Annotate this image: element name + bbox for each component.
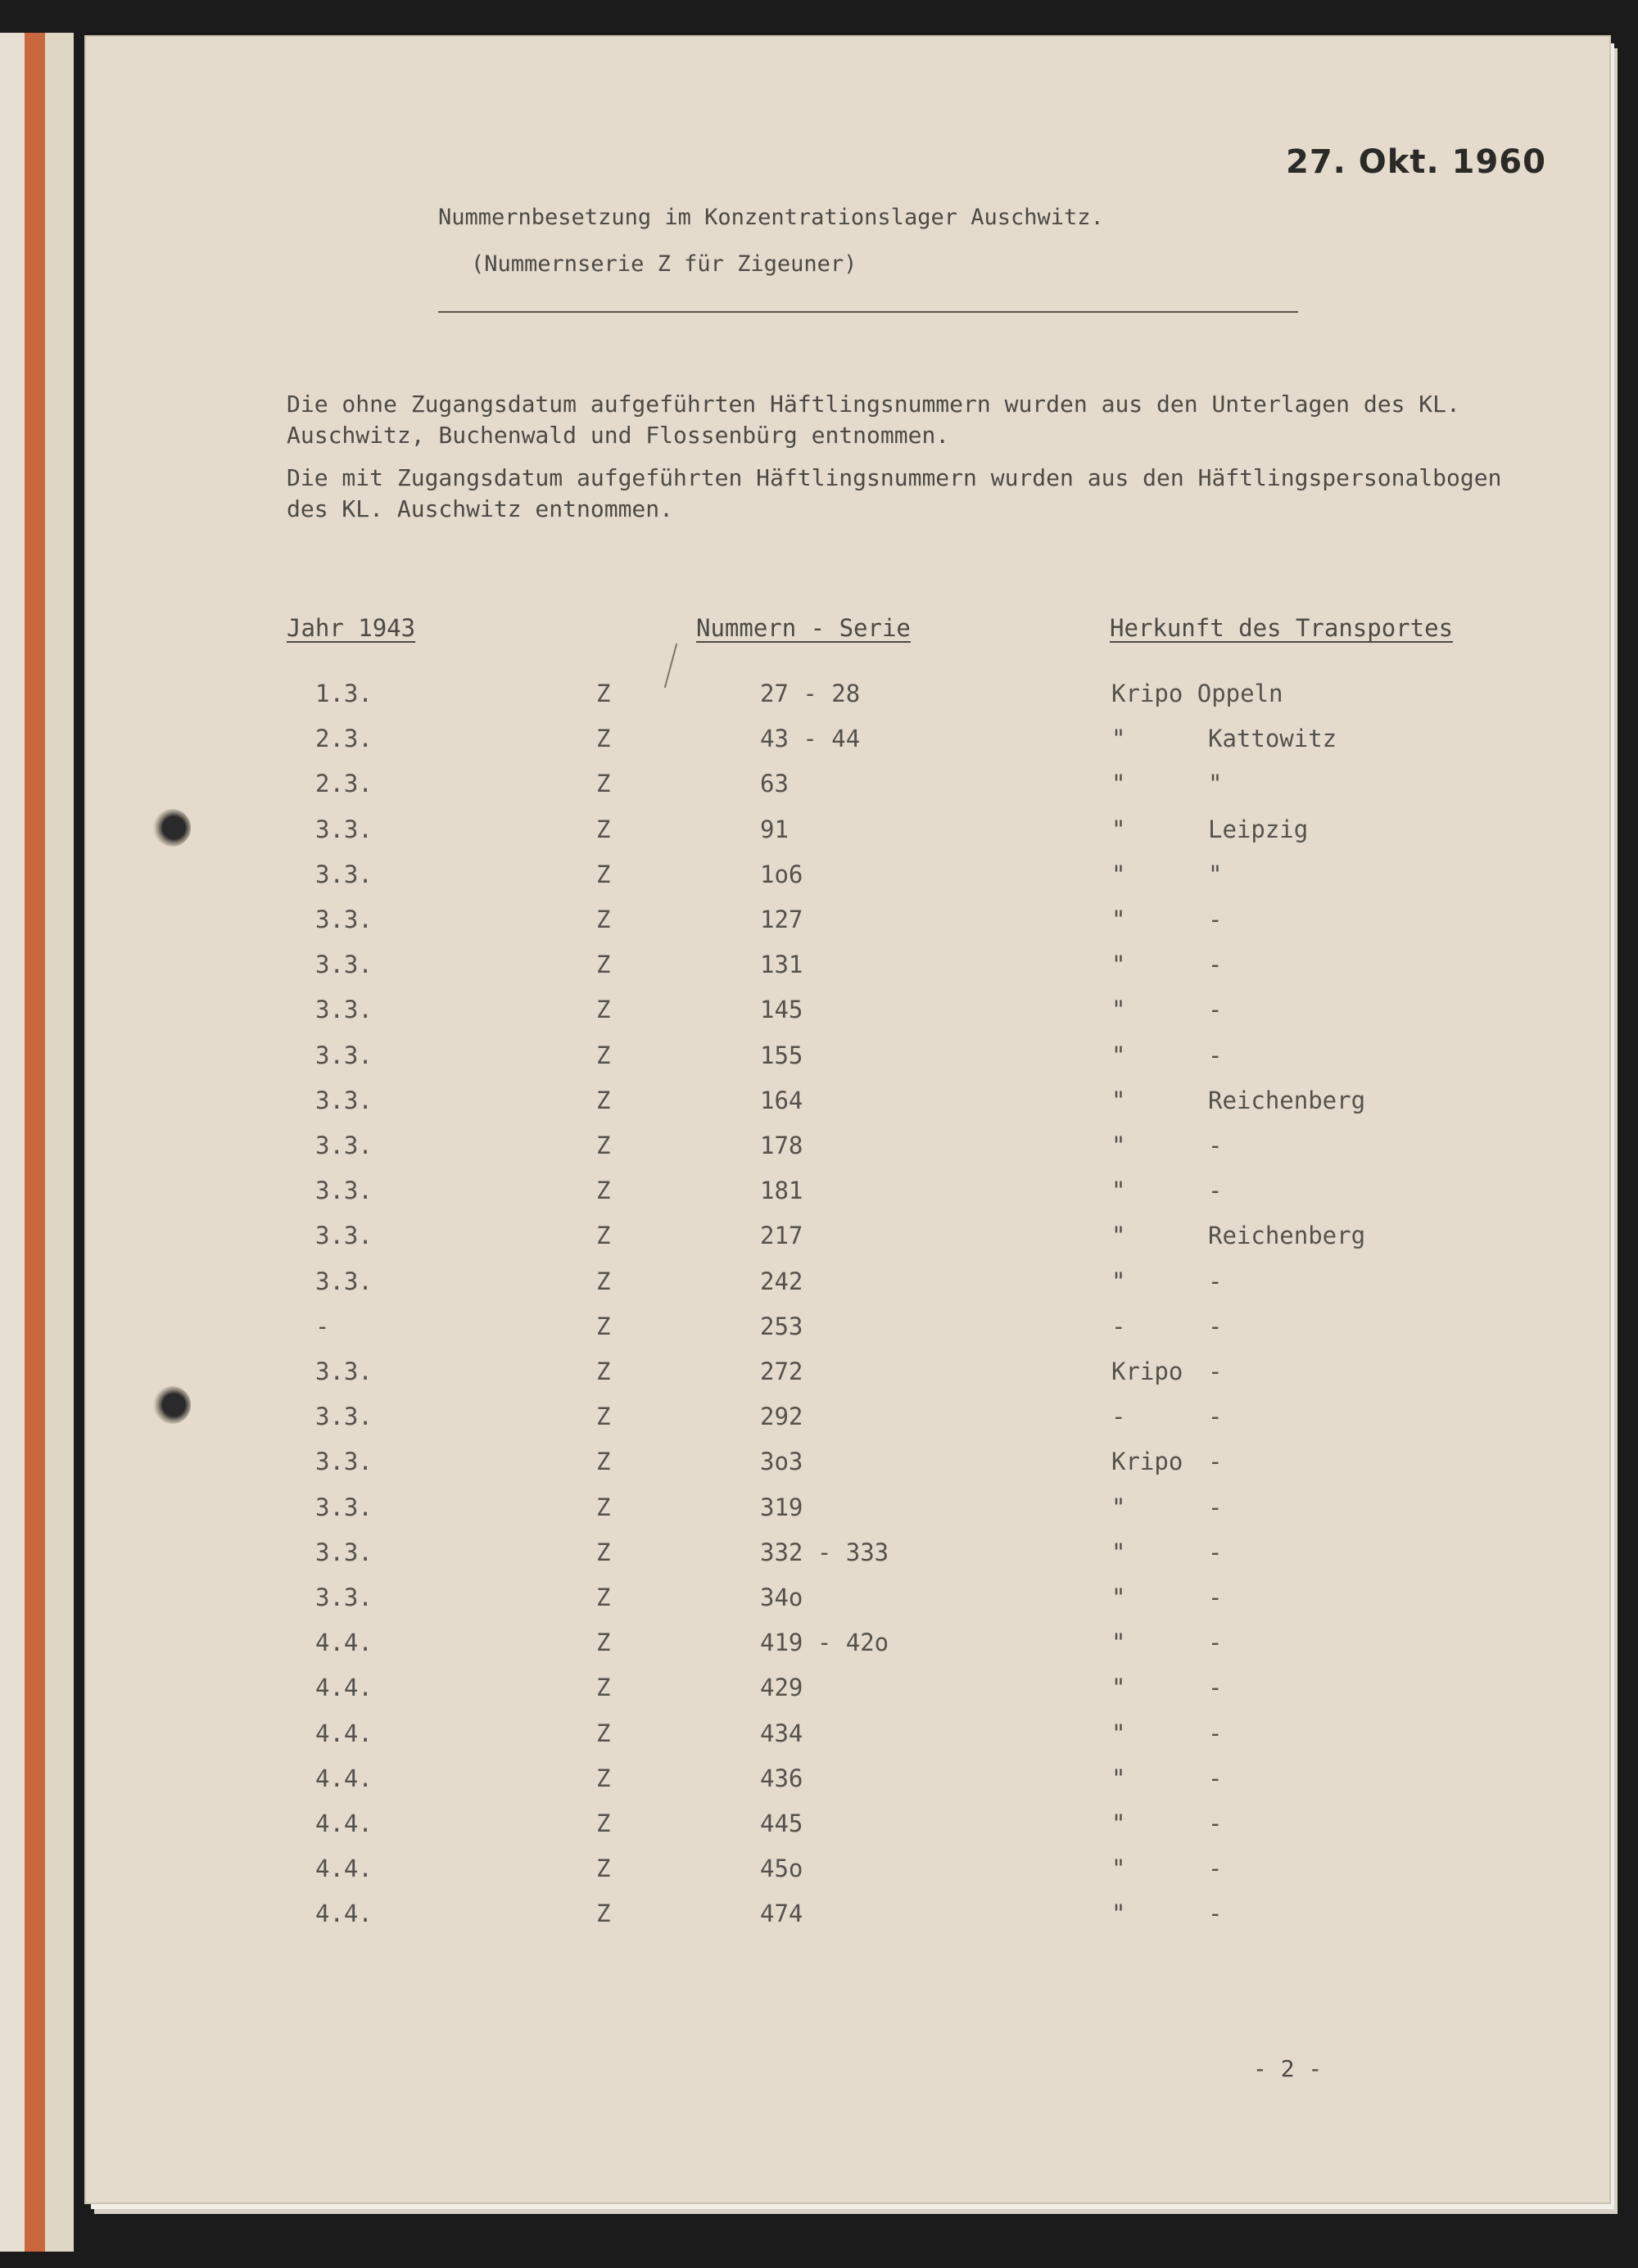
row-series-letter: Z: [596, 725, 611, 753]
document-title: Nummernbesetzung im Konzentrationslager Auschwitz.: [438, 205, 1104, 230]
row-series-letter: Z: [596, 951, 611, 979]
row-date: 4.4.: [315, 1855, 373, 1883]
row-number: 63: [760, 770, 789, 798]
row-series-letter: Z: [596, 1132, 611, 1159]
row-origin-place: ": [1111, 815, 1126, 843]
row-series-letter: Z: [596, 1267, 611, 1295]
row-origin-place: ": [1111, 1764, 1126, 1792]
row-origin-place: ": [1111, 1629, 1126, 1657]
row-series-letter: Z: [596, 1719, 611, 1747]
row-date: 3.3.: [315, 1538, 373, 1566]
row-origin-city: Reichenberg: [1208, 1086, 1366, 1114]
row-date: 4.4.: [315, 1900, 373, 1928]
row-date: 4.4.: [315, 1764, 373, 1792]
row-origin-place: ": [1111, 1222, 1126, 1250]
row-origin-city: -: [1208, 1674, 1223, 1702]
table-row: [86, 1629, 1609, 1669]
header-origin: Herkunft des Transportes: [1110, 614, 1454, 642]
row-origin-place: ": [1111, 725, 1126, 753]
row-origin-place: Kripo Oppeln: [1111, 680, 1283, 707]
row-number: 43 - 44: [760, 725, 861, 753]
row-date: 3.3.: [315, 815, 373, 843]
row-origin-place: ": [1111, 906, 1126, 933]
row-date: 1.3.: [315, 680, 373, 707]
table-row: [86, 770, 1609, 811]
row-date: 3.3.: [315, 1403, 373, 1431]
row-number: 319: [760, 1493, 803, 1521]
header-series: Nummern - Serie: [696, 614, 911, 642]
row-origin-place: ": [1111, 951, 1126, 979]
row-date: 4.4.: [315, 1674, 373, 1702]
row-number: 131: [760, 951, 803, 979]
row-origin-city: Reichenberg: [1208, 1222, 1366, 1250]
row-number: 145: [760, 996, 803, 1024]
row-number: 434: [760, 1719, 803, 1747]
table-row: [86, 1087, 1609, 1127]
row-origin-city: ": [1208, 860, 1223, 888]
row-number: 419 - 42o: [760, 1629, 889, 1657]
row-series-letter: Z: [596, 1403, 611, 1431]
table-row: [86, 1448, 1609, 1489]
row-origin-city: -: [1208, 1584, 1223, 1611]
row-date: 3.3.: [315, 951, 373, 979]
table-row: [86, 1719, 1609, 1760]
row-number: 292: [760, 1403, 803, 1431]
table-row: [86, 1041, 1609, 1082]
table-row: [86, 1403, 1609, 1443]
row-origin-place: ": [1111, 1719, 1126, 1747]
row-date: 4.4.: [315, 1629, 373, 1657]
row-origin-place: ": [1111, 1674, 1126, 1702]
row-origin-place: ": [1111, 1855, 1126, 1883]
row-origin-city: -: [1208, 1448, 1223, 1476]
row-series-letter: Z: [596, 1358, 611, 1385]
row-date: 3.3.: [315, 1584, 373, 1611]
row-origin-place: ": [1111, 860, 1126, 888]
row-date: 3.3.: [315, 1086, 373, 1114]
row-origin-city: -: [1208, 1629, 1223, 1657]
row-number: 45o: [760, 1855, 803, 1883]
row-date: 3.3.: [315, 1177, 373, 1205]
row-number: 253: [760, 1312, 803, 1340]
table-row: [86, 861, 1609, 901]
row-date: 2.3.: [315, 770, 373, 798]
row-origin-place: Kripo: [1111, 1448, 1183, 1476]
table-row: [86, 1538, 1609, 1579]
row-origin-place: ": [1111, 1584, 1126, 1611]
document-subtitle: (Nummernserie Z für Zigeuner): [471, 251, 857, 277]
row-series-letter: Z: [596, 996, 611, 1024]
row-series-letter: Z: [596, 1086, 611, 1114]
row-series-letter: Z: [596, 1222, 611, 1250]
row-origin-place: ": [1111, 1177, 1126, 1205]
row-series-letter: Z: [596, 1041, 611, 1069]
row-number: 242: [760, 1267, 803, 1295]
title-rule: [438, 311, 1298, 313]
row-origin-city: -: [1208, 1177, 1223, 1205]
row-series-letter: Z: [596, 1493, 611, 1521]
row-origin-city: -: [1208, 1267, 1223, 1295]
row-date: 2.3.: [315, 725, 373, 753]
row-series-letter: Z: [596, 1809, 611, 1837]
intro-paragraph-2: Die mit Zugangsdatum aufgeführten Häftlingsnummern wurden aus den Häftlingspersonalbogen des KL. Auschwitz entnommen.: [287, 464, 1502, 522]
row-series-letter: Z: [596, 906, 611, 933]
table-row: [86, 1177, 1609, 1218]
row-series-letter: Z: [596, 815, 611, 843]
row-origin-city: -: [1208, 1719, 1223, 1747]
table-row: [86, 1222, 1609, 1263]
row-origin-city: -: [1208, 951, 1223, 979]
row-origin-place: ": [1111, 1493, 1126, 1521]
row-date: 3.3.: [315, 1222, 373, 1250]
table-row: [86, 815, 1609, 856]
row-number: 217: [760, 1222, 803, 1250]
row-date: 3.3.: [315, 1358, 373, 1385]
table-row: [86, 1584, 1609, 1624]
intro-paragraph-1: Die ohne Zugangsdatum aufgeführten Häftlingsnummern wurden aus den Unterlagen des KL. Auschwitz, Buchenwald und Flossenbürg entnommen.: [287, 391, 1460, 449]
row-origin-place: ": [1111, 1809, 1126, 1837]
row-origin-city: -: [1208, 1041, 1223, 1069]
table-row: [86, 951, 1609, 992]
row-origin-place: ": [1111, 770, 1126, 798]
table-row: [86, 680, 1609, 721]
row-origin-place: ": [1111, 1267, 1126, 1295]
row-origin-place: ": [1111, 1538, 1126, 1566]
row-series-letter: Z: [596, 1764, 611, 1792]
row-series-letter: Z: [596, 860, 611, 888]
row-origin-place: Kripo: [1111, 1358, 1183, 1385]
row-origin-place: ": [1111, 996, 1126, 1024]
table-row: [86, 1493, 1609, 1534]
row-origin-city: -: [1208, 906, 1223, 933]
row-number: 91: [760, 815, 789, 843]
row-date: 3.3.: [315, 996, 373, 1024]
row-number: 155: [760, 1041, 803, 1069]
row-origin-place: -: [1111, 1403, 1126, 1431]
table-row: [86, 1358, 1609, 1398]
table-row: [86, 725, 1609, 766]
document-page: [86, 37, 1609, 2202]
row-origin-place: ": [1111, 1900, 1126, 1928]
row-date: 4.4.: [315, 1719, 373, 1747]
row-number: 181: [760, 1177, 803, 1205]
row-date: 3.3.: [315, 1493, 373, 1521]
row-origin-city: -: [1208, 1855, 1223, 1883]
row-origin-city: -: [1208, 1493, 1223, 1521]
row-origin-city: -: [1208, 1809, 1223, 1837]
row-origin-city: Leipzig: [1208, 815, 1309, 843]
date-stamp: 27. Okt. 1960: [1286, 143, 1546, 181]
row-origin-place: ": [1111, 1041, 1126, 1069]
row-origin-place: -: [1111, 1312, 1126, 1340]
row-date: 3.3.: [315, 1267, 373, 1295]
table-row: [86, 1900, 1609, 1940]
row-series-letter: Z: [596, 1448, 611, 1476]
table-row: [86, 1267, 1609, 1308]
row-origin-city: -: [1208, 1358, 1223, 1385]
row-series-letter: Z: [596, 1855, 611, 1883]
row-series-letter: Z: [596, 1900, 611, 1928]
table-row: [86, 1809, 1609, 1850]
row-number: 1o6: [760, 860, 803, 888]
table-row: [86, 1132, 1609, 1172]
row-origin-city: -: [1208, 1538, 1223, 1566]
table-row: [86, 1674, 1609, 1715]
row-number: 429: [760, 1674, 803, 1702]
row-series-letter: Z: [596, 1584, 611, 1611]
row-series-letter: Z: [596, 1674, 611, 1702]
header-year: Jahr 1943: [287, 614, 416, 642]
row-origin-city: -: [1208, 1132, 1223, 1159]
row-series-letter: Z: [596, 770, 611, 798]
row-origin-place: ": [1111, 1086, 1126, 1114]
row-number: 474: [760, 1900, 803, 1928]
row-number: 332 - 333: [760, 1538, 889, 1566]
row-number: 27 - 28: [760, 680, 861, 707]
row-origin-city: -: [1208, 1900, 1223, 1928]
table-row: [86, 1312, 1609, 1353]
row-number: 272: [760, 1358, 803, 1385]
row-date: -: [315, 1312, 330, 1340]
row-origin-city: -: [1208, 996, 1223, 1024]
table-row: [86, 1855, 1609, 1895]
table-row: [86, 996, 1609, 1037]
row-origin-city: -: [1208, 1764, 1223, 1792]
row-series-letter: Z: [596, 1629, 611, 1657]
row-series-letter: Z: [596, 1538, 611, 1566]
row-origin-city: -: [1208, 1312, 1223, 1340]
row-date: 3.3.: [315, 1132, 373, 1159]
row-number: 436: [760, 1764, 803, 1792]
table-row: [86, 906, 1609, 947]
row-origin-city: Kattowitz: [1208, 725, 1337, 753]
row-series-letter: Z: [596, 680, 611, 707]
row-number: 3o3: [760, 1448, 803, 1476]
row-series-letter: Z: [596, 1312, 611, 1340]
row-origin-place: ": [1111, 1132, 1126, 1159]
row-number: 178: [760, 1132, 803, 1159]
row-date: 3.3.: [315, 1448, 373, 1476]
row-number: 127: [760, 906, 803, 933]
row-origin-city: ": [1208, 770, 1223, 798]
row-number: 445: [760, 1809, 803, 1837]
row-date: 4.4.: [315, 1809, 373, 1837]
row-date: 3.3.: [315, 906, 373, 933]
row-number: 34o: [760, 1584, 803, 1611]
row-number: 164: [760, 1086, 803, 1114]
table-row: [86, 1764, 1609, 1805]
page-number: - 2 -: [1253, 2055, 1323, 2082]
row-origin-city: -: [1208, 1403, 1223, 1431]
row-series-letter: Z: [596, 1177, 611, 1205]
row-date: 3.3.: [315, 860, 373, 888]
underlying-pages: [0, 33, 74, 2252]
row-date: 3.3.: [315, 1041, 373, 1069]
